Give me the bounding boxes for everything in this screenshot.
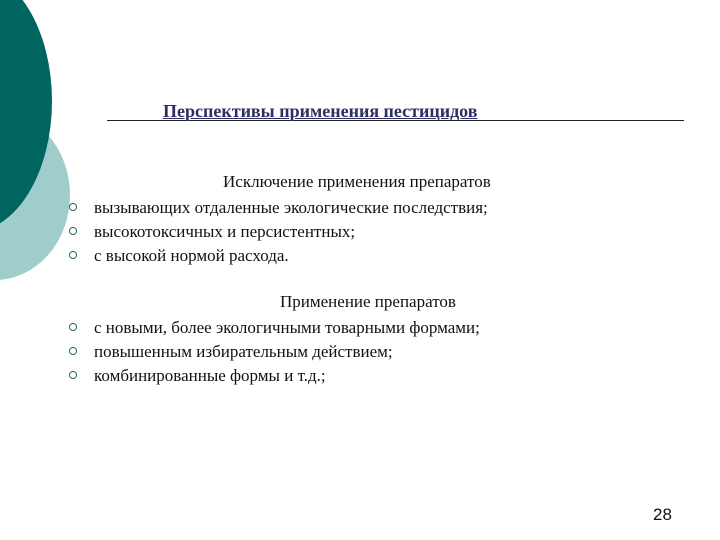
list-item-text: высокотоксичных и персистентных; bbox=[94, 222, 356, 241]
hollow-circle-bullet-icon bbox=[69, 227, 77, 235]
hollow-circle-bullet-icon bbox=[69, 251, 77, 259]
section-heading-exclusion: Исключение применения препаратов bbox=[223, 172, 491, 191]
page-number: 28 bbox=[653, 505, 672, 524]
hollow-circle-bullet-icon bbox=[69, 323, 77, 331]
list-item-text: комбинированные формы и т.д.; bbox=[94, 366, 326, 385]
hollow-circle-bullet-icon bbox=[69, 203, 77, 211]
list-item-text: вызывающих отдаленные экологические последствия; bbox=[94, 198, 488, 217]
hollow-circle-bullet-icon bbox=[69, 347, 77, 355]
list-item-text: повышенным избирательным действием; bbox=[94, 342, 393, 361]
hollow-circle-bullet-icon bbox=[69, 371, 77, 379]
list-item-text: с новыми, более экологичными товарными формами; bbox=[94, 318, 480, 337]
list-item-text: с высокой нормой расхода. bbox=[94, 246, 289, 265]
slide-title: Перспективы применения пестицидов bbox=[163, 101, 478, 121]
section-heading-application: Применение препаратов bbox=[280, 292, 456, 311]
